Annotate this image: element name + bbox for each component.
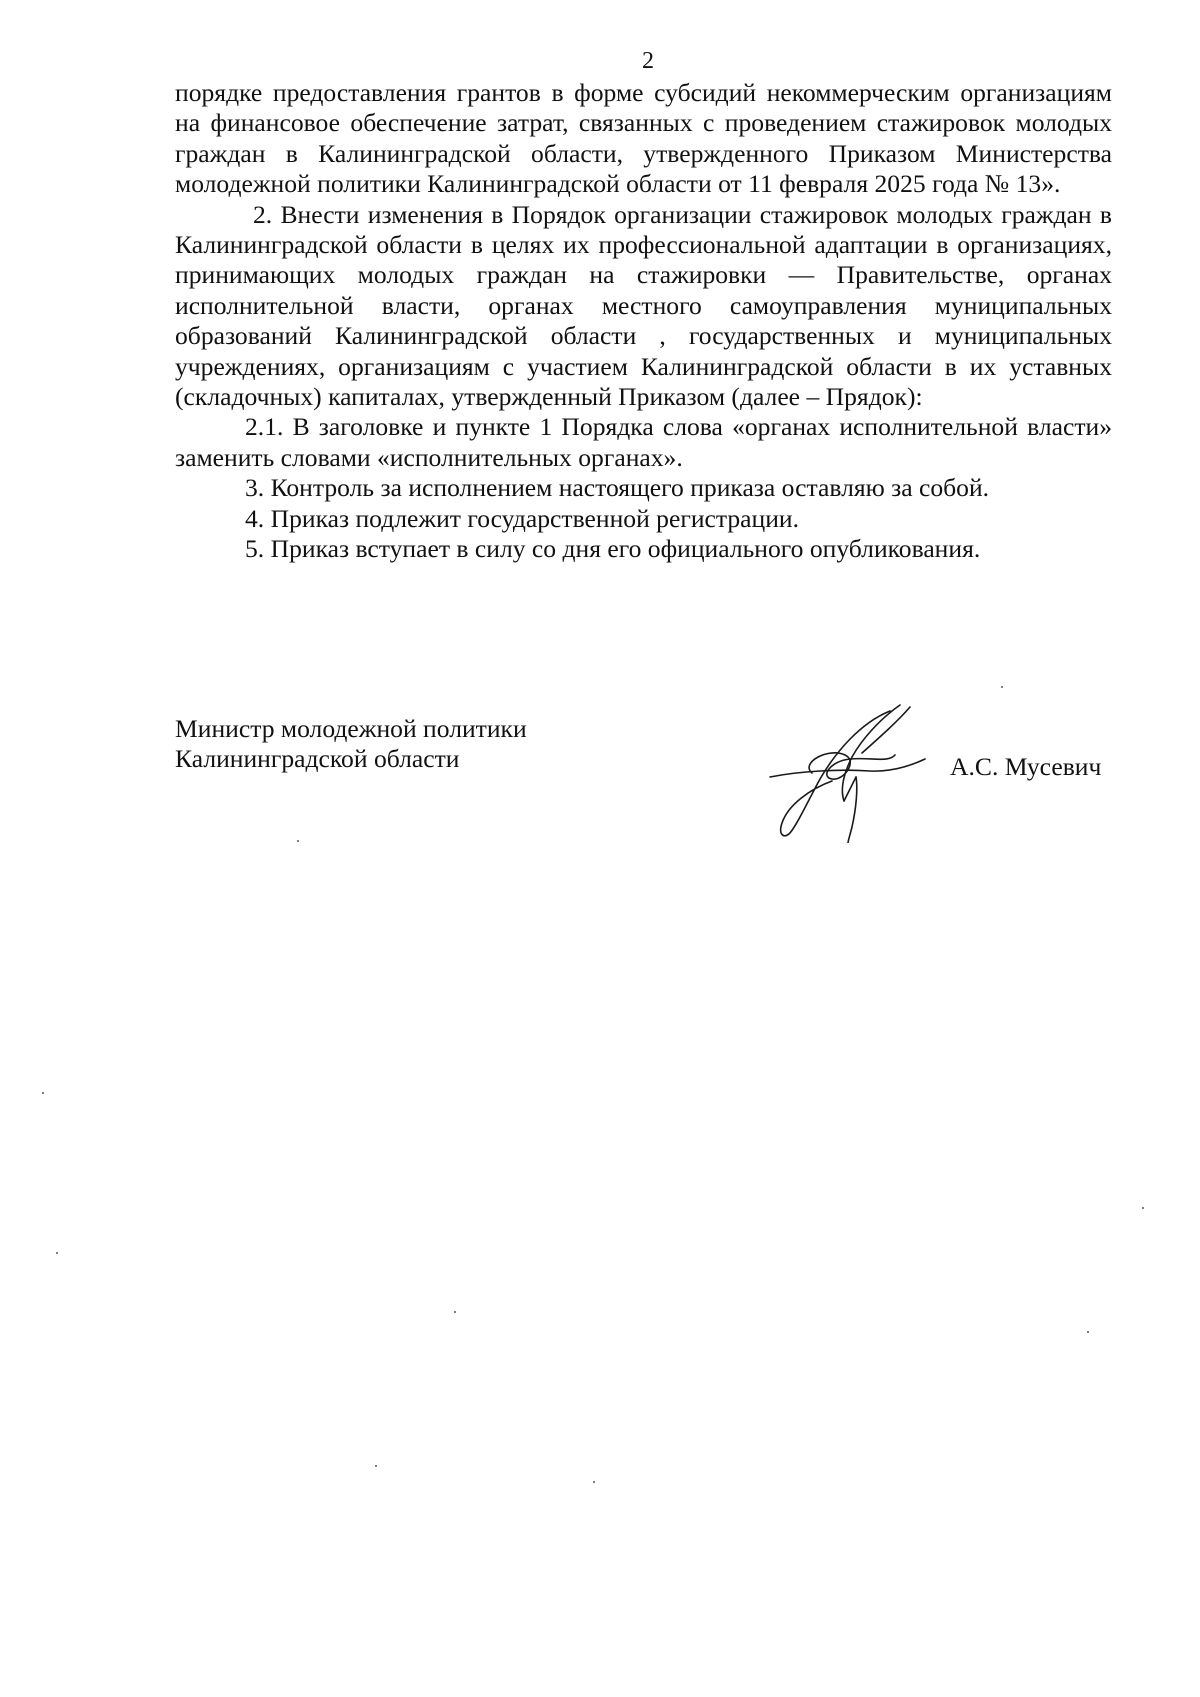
scan-speck: [593, 1481, 595, 1483]
signatory-title-line-2: Калининградской области: [175, 744, 460, 774]
document-body: [175, 78, 1112, 565]
scan-speck: [56, 1252, 58, 1254]
page-number: 2: [642, 48, 654, 74]
scan-speck: [1142, 1207, 1144, 1209]
paragraph-item-2: 2. Внести изменения в Порядок организации стажировок молодых граждан в Калининградской области в целях их профессиональной адаптации в организациях, принимающих молодых граждан на стажировки — Правительстве, органах исполнительной власти, органах местного самоуправления муниципальных образований Калининградской области , государственных и муниципальных учреждениях, организациям с участием Калининградской области в их уставных (складочных) капиталах, утвержденный Приказом (далее – Прядок):: [175, 199, 1112, 412]
scan-speck: [42, 1092, 44, 1094]
paragraph-item-3: 3. Контроль за исполнением настоящего приказа оставляю за собой.: [245, 473, 990, 503]
signatory-title-line-1: Министр молодежной политики: [175, 714, 527, 743]
scan-speck: [297, 840, 299, 842]
scan-speck: [454, 1311, 456, 1313]
scan-speck: [1087, 1331, 1089, 1333]
scan-speck: [375, 1465, 377, 1467]
paragraph-item-4: 4. Приказ подлежит государственной регистрации.: [245, 503, 800, 533]
signatory-name: А.С. Мусевич: [950, 752, 1102, 781]
scan-speck: [1001, 686, 1003, 688]
paragraph-item-2-1: 2.1. В заголовке и пункте 1 Порядка слова «органах исполнительной власти» заменить словами «исполнительных органах».: [175, 412, 1112, 472]
signatory-title: [175, 714, 527, 775]
paragraph-item-5: 5. Приказ вступает в силу со дня его официального опубликования.: [245, 534, 981, 564]
handwritten-signature: [740, 693, 940, 843]
paragraph-continuation: порядке предоставления грантов в форме субсидий некоммерческим организациям на финансовое обеспечение затрат, связанных с проведением стажировок молодых граждан в Калининградской области, утвержденного Приказом Министерства молодежной политики Калининградской области от 11 февраля 2025 года № 13».: [175, 78, 1112, 199]
